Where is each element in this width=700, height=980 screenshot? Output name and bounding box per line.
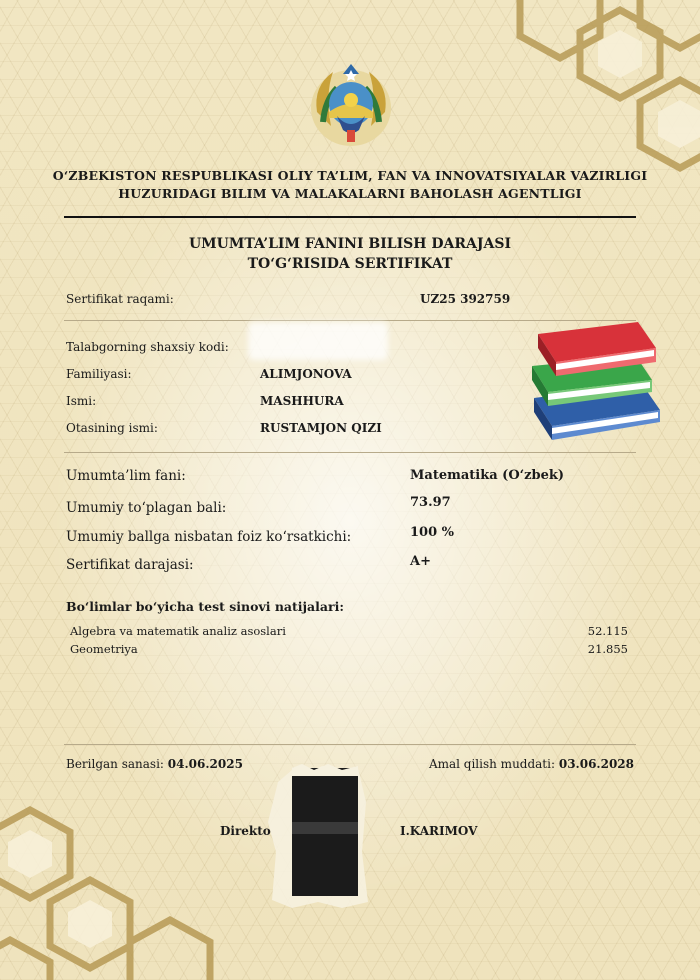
certificate-number-label: Sertifikat raqami: (66, 292, 174, 306)
issue-date-label: Berilgan sanasi: (66, 757, 164, 771)
agency-name-line-2: HUZURIDAGI BILIM VA MALAKALARNI BAHOLASH AGENTLIGI (118, 186, 582, 201)
header-divider (64, 216, 636, 218)
subject-value: Matematika (O‘zbek) (410, 468, 565, 483)
total-score-value: 73.97 (410, 495, 451, 510)
validity-value: 03.06.2028 (558, 757, 634, 771)
patronymic-value: RUSTAMJON QIZI (260, 421, 382, 435)
corner-ornament-bottom-left (0, 770, 240, 980)
books-illustration (526, 314, 666, 444)
validity-date (429, 757, 634, 771)
grade-label: Sertifikat darajasi: (66, 557, 194, 573)
personal-id-label: Talabgorning shaxsiy kodi: (66, 340, 229, 354)
section-results-heading: Bo‘limlar bo‘yicha test sinovi natijalari: (66, 599, 344, 614)
total-score-label: Umumiy to‘plagan bali: (66, 500, 227, 516)
subject-label: Umumta’lim fani: (66, 468, 186, 484)
redacted-signature-image (262, 762, 374, 910)
director-title: Direkto (220, 824, 271, 838)
percent-value: 100 % (410, 525, 455, 540)
patronymic-label: Otasining ismi: (66, 421, 158, 435)
certificate-title-line-2: TO‘G‘RISIDA SERTIFIKAT (247, 256, 453, 272)
certificate-number-value: UZ25 392759 (420, 292, 511, 306)
section-row-name: Geometriya (70, 642, 138, 656)
section-row-score: 52.115 (587, 624, 628, 638)
issue-date (66, 757, 243, 771)
issue-date-value: 04.06.2025 (167, 757, 243, 771)
section-row-name: Algebra va matematik analiz asoslari (70, 624, 286, 638)
section-row-score: 21.855 (587, 642, 628, 656)
director-name: I.KARIMOV (400, 824, 478, 838)
section-divider-2 (64, 452, 636, 453)
name-label: Ismi: (66, 394, 97, 408)
state-emblem-icon (303, 56, 399, 152)
surname-label: Familiyasi: (66, 367, 132, 381)
redacted-personal-id (248, 322, 388, 360)
certificate-title-line-1: UMUMTA’LIM FANINI BILISH DARAJASI (188, 236, 512, 252)
surname-value: ALIMJONOVA (260, 367, 352, 381)
footer-divider (64, 744, 636, 745)
percent-label: Umumiy ballga nisbatan foiz ko‘rsatkichi: (66, 529, 352, 545)
validity-label: Amal qilish muddati: (428, 757, 556, 771)
name-value: MASHHURA (260, 394, 344, 408)
agency-name-line-1: O‘ZBEKISTON RESPUBLIKASI OLIY TA’LIM, FAN VA INNOVATSIYALAR VAZIRLIGI (52, 168, 648, 183)
grade-value: A+ (410, 554, 431, 569)
